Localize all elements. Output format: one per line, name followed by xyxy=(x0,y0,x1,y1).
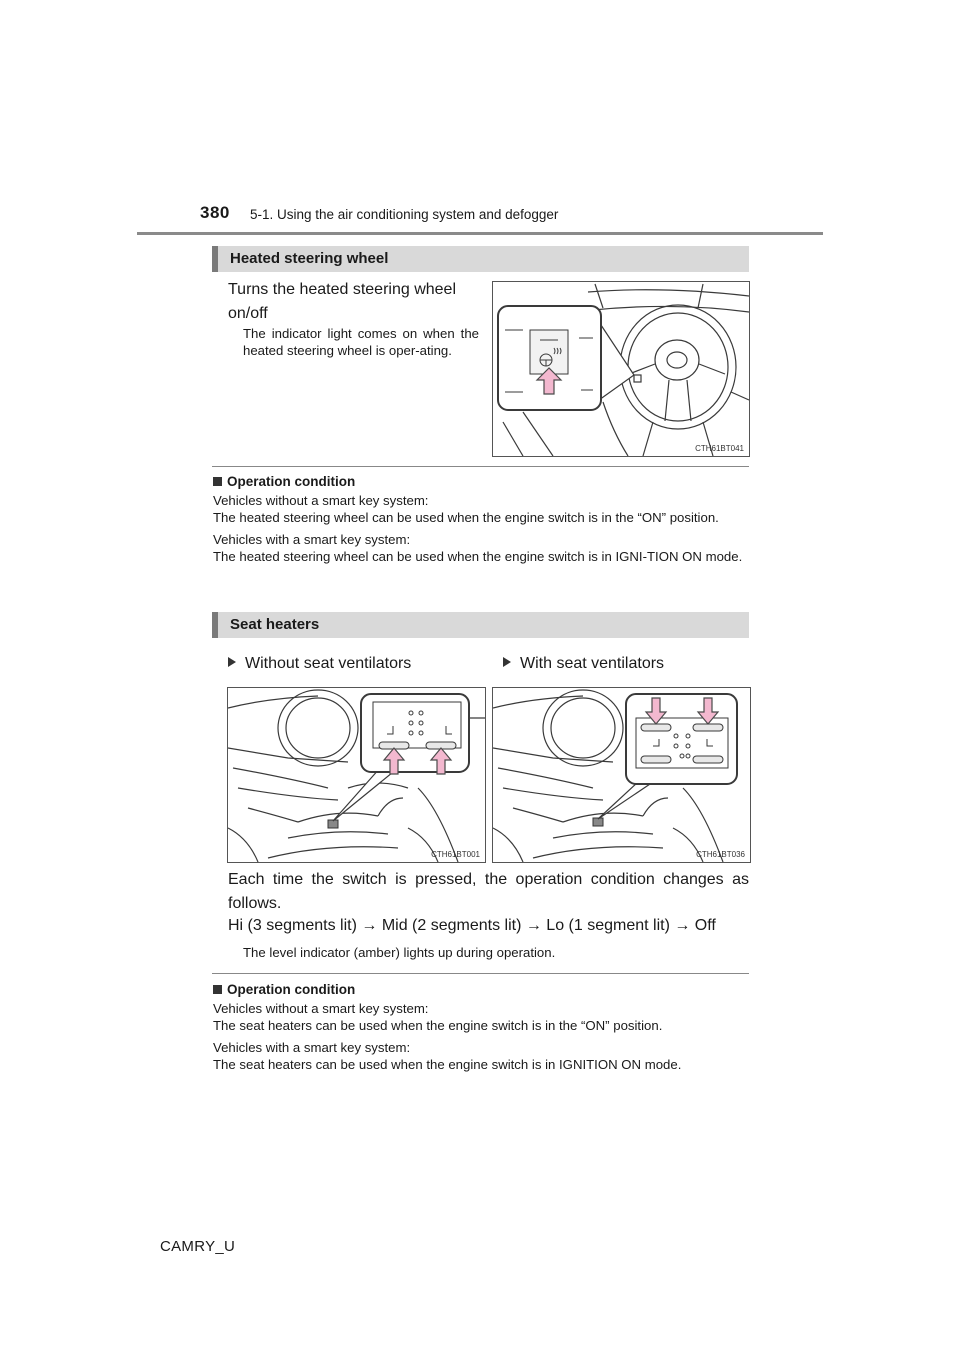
condition-line: Vehicles with a smart key system: xyxy=(213,1040,411,1055)
heated-wheel-note: The indicator light comes on when the heated steering wheel is oper-ating. xyxy=(243,326,479,358)
section-heading-seat-heaters xyxy=(212,612,749,638)
chapter-title: 5-1. Using the air conditioning system and defogger xyxy=(250,207,559,222)
operation-condition-block-seat xyxy=(213,982,749,1073)
label-with-ventilators xyxy=(503,655,664,673)
label-text: Without seat ventilators xyxy=(245,655,412,672)
condition-line: The heated steering wheel can be used when the engine switch is in the “ON” position. xyxy=(213,510,719,525)
console-drawing xyxy=(493,688,750,862)
triangle-bullet-icon xyxy=(503,657,511,667)
seat-heater-description: Each time the switch is pressed, the operation condition changes as follows. xyxy=(228,871,749,912)
figure-code: CTH61BT041 xyxy=(695,444,744,453)
operation-condition-title: Operation condition xyxy=(227,982,356,997)
figure-code: CTH61BT001 xyxy=(431,850,480,859)
triangle-bullet-icon xyxy=(228,657,236,667)
seat-heater-sequence: Hi (3 segments lit) → Mid (2 segments lit) → Lo (1 segment lit) → Off xyxy=(228,917,716,934)
figure-code: CTH61BT036 xyxy=(696,850,745,859)
operation-condition-heading xyxy=(213,982,749,997)
condition-line: The seat heaters can be used when the engine switch is in the “ON” position. xyxy=(213,1018,663,1033)
page-number: 380 xyxy=(200,203,230,222)
condition-paragraph-1 xyxy=(213,1000,749,1034)
section-title: Heated steering wheel xyxy=(230,250,389,267)
heated-wheel-instruction xyxy=(228,278,480,326)
label-text: With seat ventilators xyxy=(520,655,665,672)
condition-line: The heated steering wheel can be used when the engine switch is in IGNI-TION ON mode. xyxy=(213,549,743,564)
condition-paragraph-1 xyxy=(213,492,749,526)
steering-wheel-illustration xyxy=(492,281,750,457)
section-title: Seat heaters xyxy=(230,616,320,633)
square-bullet-icon xyxy=(213,985,222,994)
header-divider xyxy=(137,232,823,235)
divider xyxy=(212,466,749,467)
section-heading-heated-steering-wheel xyxy=(212,246,749,272)
condition-line: Vehicles without a smart key system: xyxy=(213,493,429,508)
seat-heater-note: The level indicator (amber) lights up during operation. xyxy=(243,945,556,960)
instruction-line-1: Turns the heated steering wheel xyxy=(228,281,456,298)
seat-heater-illustration-with-ventilators xyxy=(492,687,751,863)
label-without-ventilators xyxy=(228,655,411,673)
console-drawing xyxy=(228,688,485,862)
square-bullet-icon xyxy=(213,477,222,486)
operation-condition-title: Operation condition xyxy=(227,474,356,489)
condition-paragraph-2 xyxy=(213,1039,749,1073)
operation-condition-heading xyxy=(213,474,749,489)
condition-line: Vehicles without a smart key system: xyxy=(213,1001,429,1016)
instruction-line-2: on/off xyxy=(228,305,268,322)
condition-line: Vehicles with a smart key system: xyxy=(213,532,411,547)
condition-paragraph-2 xyxy=(213,531,749,565)
model-label: CAMRY_U xyxy=(160,1238,236,1255)
operation-condition-block-wheel xyxy=(213,474,749,565)
divider xyxy=(212,973,749,974)
steering-wheel-drawing xyxy=(493,282,749,456)
seat-heater-illustration-without-ventilators xyxy=(227,687,486,863)
condition-line: The seat heaters can be used when the engine switch is in IGNITION ON mode. xyxy=(213,1057,682,1072)
